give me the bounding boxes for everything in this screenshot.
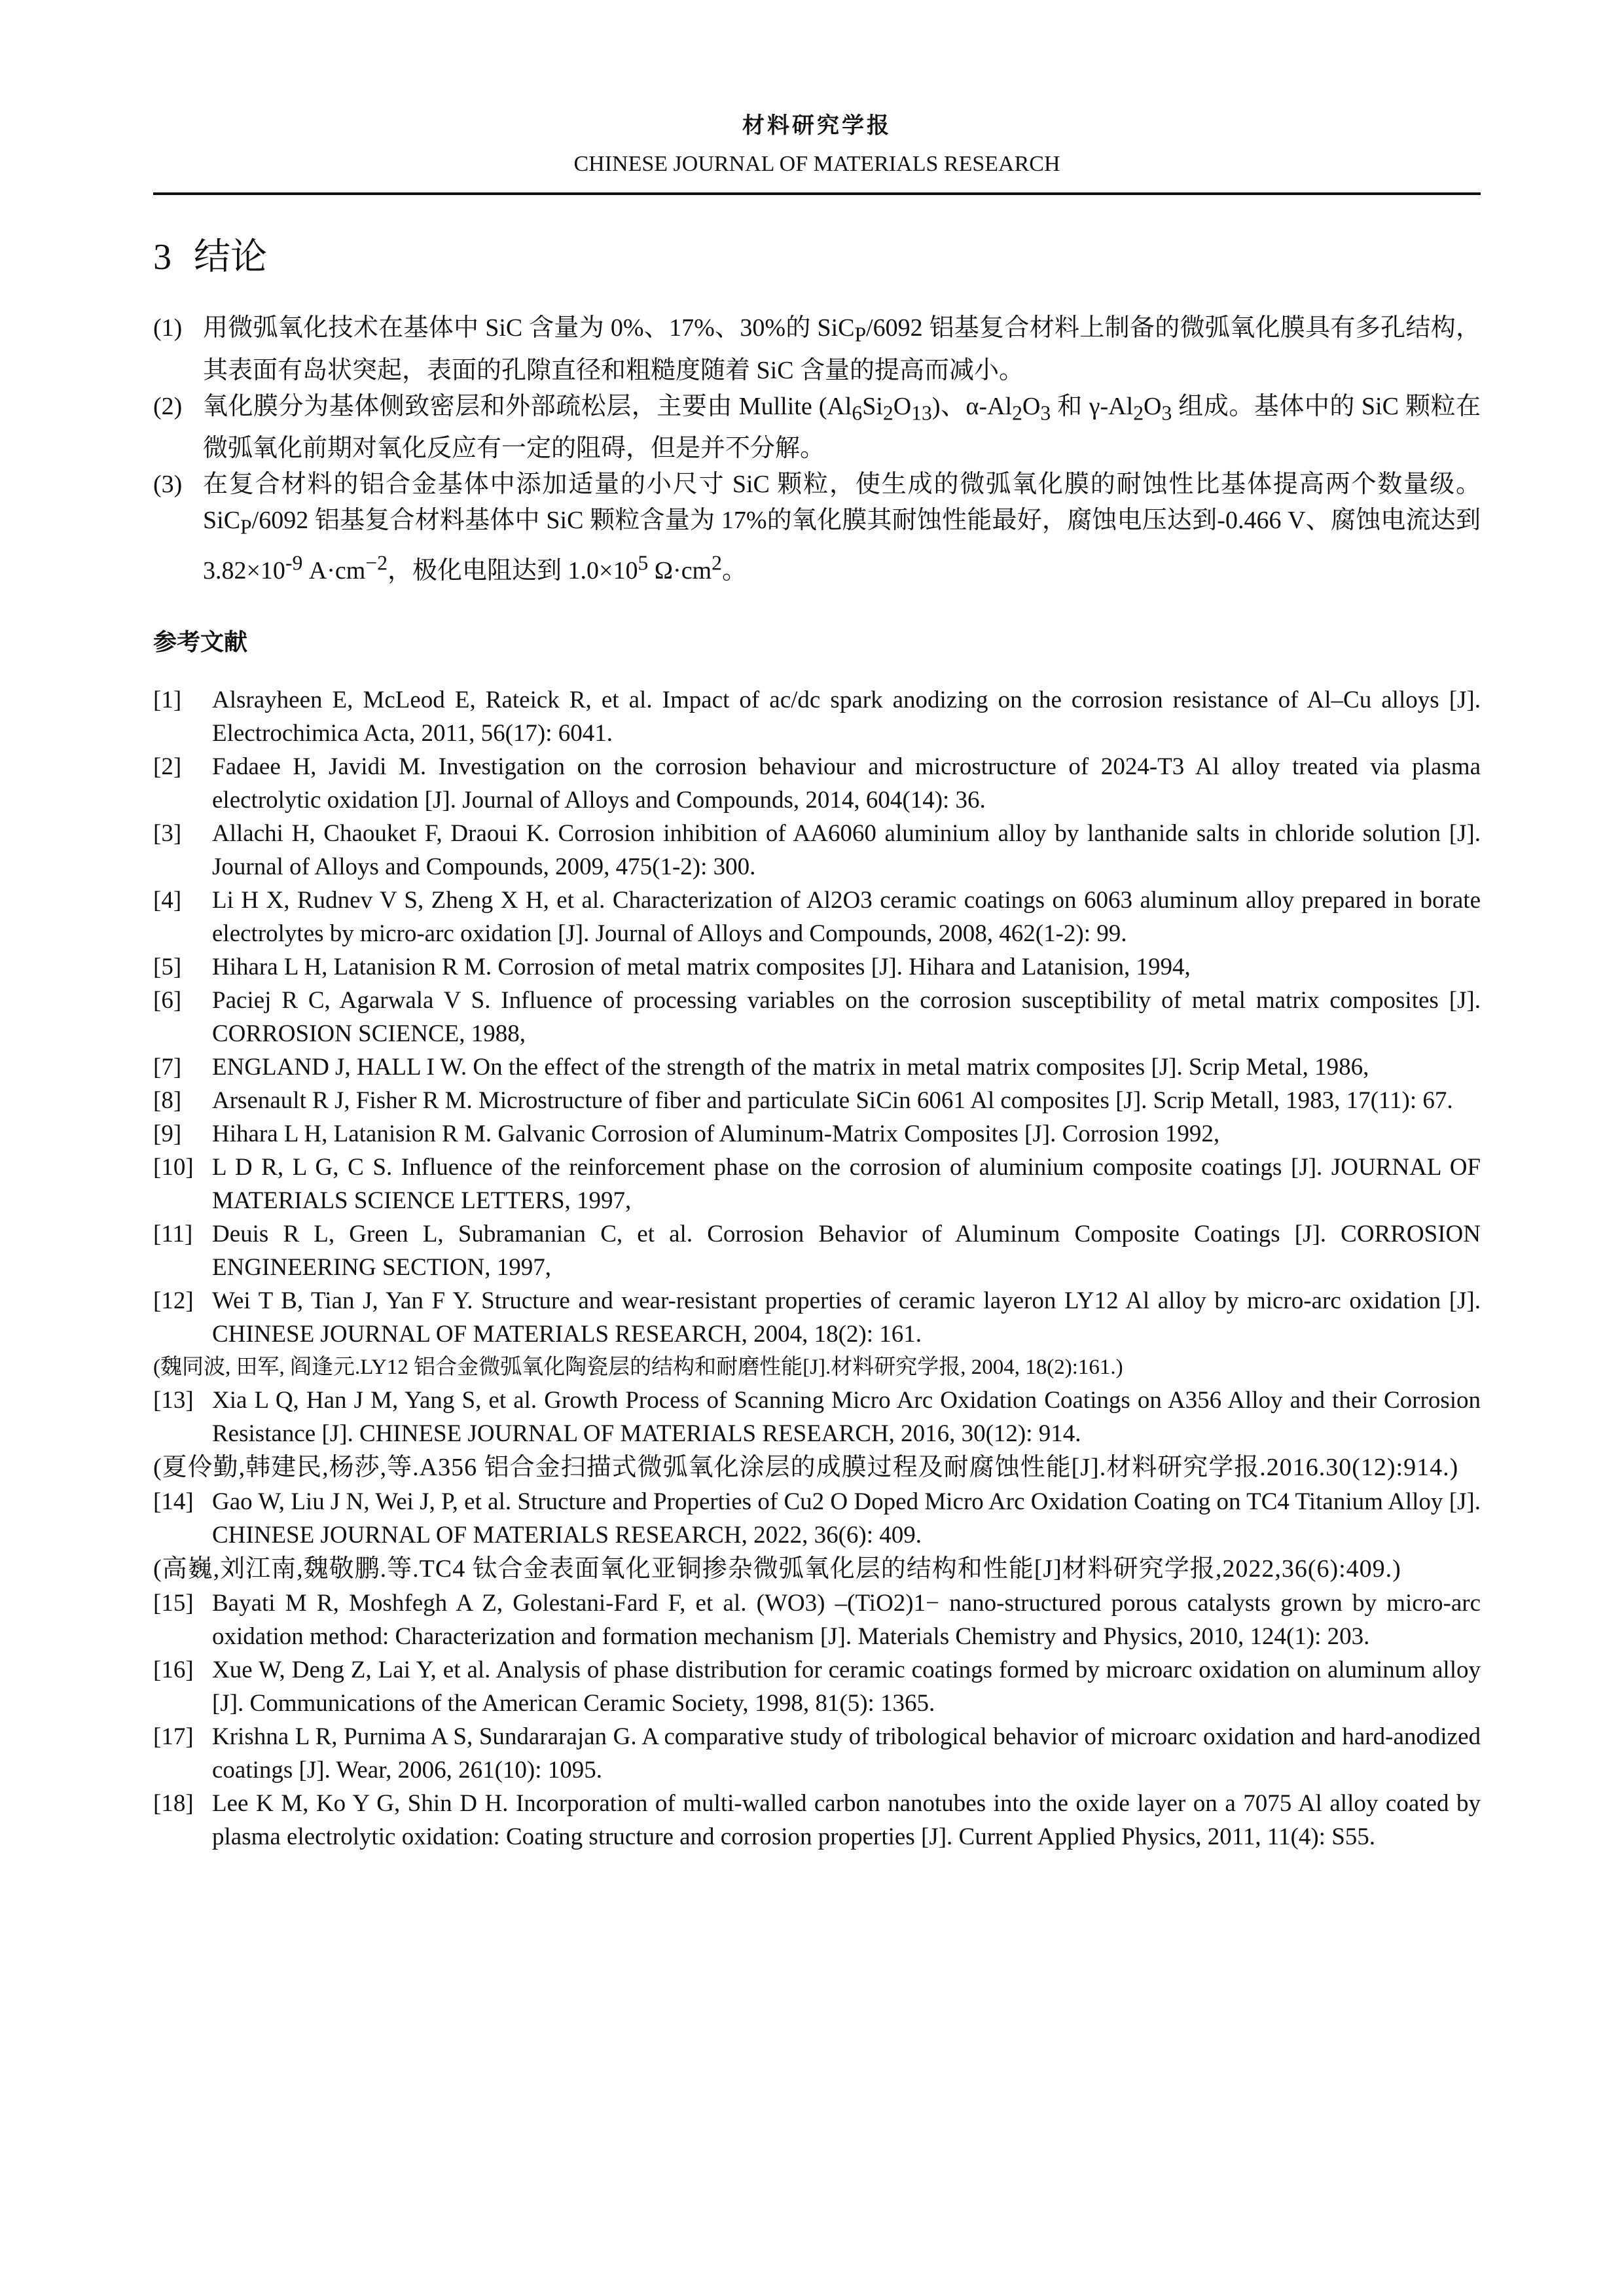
header-rule [153, 192, 1481, 195]
section-heading [153, 234, 1481, 280]
conclusion-text: 在复合材料的铝合金基体中添加适量的小尺寸 SiC 颗粒，使生成的微弧氧化膜的耐蚀性比基体提高两个数量级。SiC$_P$/6092 铝基复合材料基体中 SiC 颗粒含量为 17%的氧化膜其耐蚀性能最好，腐蚀电压达到-0.466 V、腐蚀电流达到 $3.82\times 10^{-9}$ $A\cdot cm^{-2}$，极化电阻达到 $1.0\times 10^5$ $\Omega\cdot cm^2$。 [203, 471, 1481, 585]
reference-number: [11] [153, 1221, 193, 1248]
conclusion-item [153, 310, 1481, 389]
reference-item [153, 1117, 1481, 1151]
conclusion-text: 用微弧氧化技术在基体中 SiC 含量为 0%、17%、30%的 SiC$_P$/6092 铝基复合材料上制备的微弧氧化膜具有多孔结构，其表面有岛状突起，表面的孔隙直径和粗糙度随着 SiC 含量的提高而减小。 [203, 314, 1481, 384]
reference-number: [2] [153, 753, 182, 781]
conclusion-item [153, 467, 1481, 589]
reference-text: Krishna L R, Purnima A S, Sundararajan G. A comparative study of tribological behavior of microarc oxidation and hard-anodized coatings [J]. Wear, 2006, 261(10): 1095. [212, 1723, 1481, 1784]
reference-number: [4] [153, 887, 182, 914]
reference-item [153, 1284, 1481, 1351]
reference-text: Alsrayheen E, McLeod E, Rateick R, et al. Impact of ac/dc spark anodizing on the corrosion resistance of Al–Cu alloys [J]. Electrochimica Acta, 2011, 56(17): 6041. [212, 687, 1481, 747]
reference-chinese-translation: (夏伶勤,韩建民,杨莎,等.A356 铝合金扫描式微弧氧化涂层的成膜过程及耐腐蚀性能[J].材料研究学报.2016.30(12):914.) [153, 1454, 1459, 1482]
reference-number: [9] [153, 1121, 182, 1148]
reference-number: [3] [153, 820, 182, 848]
reference-item [153, 984, 1481, 1050]
reference-number: [6] [153, 987, 182, 1014]
reference-text: Lee K M, Ko Y G, Shin D H. Incorporation of multi-walled carbon nanotubes into the oxide layer on a 7075 Al alloy coated by plasma electrolytic oxidation: Coating structure and corrosion properties [J]. Current Applied Physics, 2011, 11(4): S55. [212, 1790, 1481, 1851]
reference-number: [15] [153, 1590, 194, 1617]
reference-item [153, 1050, 1481, 1084]
reference-chinese-translation: (魏同波, 田军, 阎逢元.LY12 铝合金微弧氧化陶瓷层的结构和耐磨性能[J].材料研究学报, 2004, 18(2):161.) [153, 1355, 1123, 1380]
reference-item [153, 950, 1481, 984]
reference-number: [8] [153, 1087, 182, 1115]
reference-text: Paciej R C, Agarwala V S. Influence of processing variables on the corrosion susceptibility of metal matrix composites [J]. CORROSION SCIENCE, 1988, [212, 987, 1481, 1048]
reference-text: Xue W, Deng Z, Lai Y, et al. Analysis of phase distribution for ceramic coatings formed by microarc oxidation on aluminum alloy [J]. Communications of the American Ceramic Society, 1998, 81(5): 1365. [212, 1657, 1481, 1717]
journal-title-en: CHINESE JOURNAL OF MATERIALS RESEARCH [573, 152, 1060, 176]
conclusion-label: (3) [153, 471, 183, 499]
reference-number: [5] [153, 954, 182, 981]
reference-item [153, 1384, 1481, 1450]
reference-text: Gao W, Liu J N, Wei J, P, et al. Structure and Properties of Cu2 O Doped Micro Arc Oxidation Coating on TC4 Titanium Alloy [J]. CHINESE JOURNAL OF MATERIALS RESEARCH, 2022, 36(6): 409. [212, 1488, 1481, 1549]
reference-text: Arsenault R J, Fisher R M. Microstructure of fiber and particulate SiCin 6061 Al composites [J]. Scrip Metall, 1983, 17(11): 67. [212, 1087, 1453, 1115]
conclusions-list [153, 310, 1481, 589]
conclusion-text: 氧化膜分为基体侧致密层和外部疏松层，主要由 Mullite $(Al_6Si_2O_{13})$、$\alpha-Al_2O_3$ 和 $\gamma-Al_2O_3$ 组成。基体中的 SiC 颗粒在微弧氧化前期对氧化反应有一定的阻碍，但是并不分解。 [203, 392, 1481, 463]
reference-item [153, 1485, 1481, 1552]
reference-item [153, 683, 1481, 750]
references-heading: 参考文献 [153, 629, 248, 656]
journal-title-cn: 材料研究学报 [742, 113, 892, 139]
reference-text: Fadaee H, Javidi M. Investigation on the corrosion behaviour and microstructure of 2024-T3 Al alloy treated via plasma electrolytic oxidation [J]. Journal of Alloys and Compounds, 2014, 604(14): 36. [212, 753, 1481, 814]
reference-item [153, 1653, 1481, 1720]
reference-text: Xia L Q, Han J M, Yang S, et al. Growth Process of Scanning Micro Arc Oxidation Coatings on A356 Alloy and their Corrosion Resistance [J]. CHINESE JOURNAL OF MATERIALS RESEARCH, 2016, 30(12): 914. [212, 1387, 1481, 1448]
reference-number: [7] [153, 1054, 182, 1081]
reference-number: [16] [153, 1657, 194, 1684]
section-number: 3 [153, 237, 171, 278]
conclusion-item [153, 389, 1481, 467]
reference-item [153, 1787, 1481, 1854]
reference-text: L D R, L G, C S. Influence of the reinforcement phase on the corrosion of aluminium composite coatings [J]. JOURNAL OF MATERIALS SCIENCE LETTERS, 1997, [212, 1154, 1481, 1215]
reference-text: Bayati M R, Moshfegh A Z, Golestani-Fard F, et al. (WO3) –(TiO2)1− nano-structured porous catalysts grown by micro-arc oxidation method: Characterization and formation mechanism [J]. Materials Chemistry and Physics, 2010, 124(1): 203. [212, 1590, 1481, 1651]
reference-item [153, 1587, 1481, 1653]
reference-chinese-translation: (高巍,刘江南,魏敬鹏.等.TC4 钛合金表面氧化亚铜掺杂微弧氧化层的结构和性能[J]材料研究学报,2022,36(6):409.) [153, 1555, 1401, 1583]
section-title: 结论 [194, 236, 267, 278]
reference-item [153, 1217, 1481, 1284]
reference-number: [18] [153, 1790, 194, 1818]
reference-item [153, 817, 1481, 884]
conclusion-label: (1) [153, 314, 183, 342]
reference-item [153, 1084, 1481, 1117]
reference-text: Li H X, Rudnev V S, Zheng X H, et al. Characterization of Al2O3 ceramic coatings on 6063 aluminum alloy prepared in borate electrolytes by micro-arc oxidation [J]. Journal of Alloys and Compounds, 2008, 462(1-2): 99. [212, 887, 1481, 948]
reference-item [153, 1720, 1481, 1787]
reference-number: [17] [153, 1723, 194, 1751]
reference-text: Hihara L H, Latanision R M. Galvanic Corrosion of Aluminum-Matrix Composites [J]. Corrosion 1992, [212, 1121, 1220, 1148]
reference-text: Hihara L H, Latanision R M. Corrosion of metal matrix composites [J]. Hihara and Latanision, 1994, [212, 954, 1191, 981]
reference-item [153, 750, 1481, 817]
conclusion-label: (2) [153, 392, 183, 420]
paper-page [153, 111, 1481, 1854]
reference-number: [1] [153, 687, 182, 714]
reference-item [153, 884, 1481, 950]
reference-text: ENGLAND J, HALL I W. On the effect of the strength of the matrix in metal matrix composites [J]. Scrip Metal, 1986, [212, 1054, 1369, 1081]
reference-number: [10] [153, 1154, 194, 1181]
reference-number: [13] [153, 1387, 194, 1414]
reference-text: Deuis R L, Green L, Subramanian C, et al. Corrosion Behavior of Aluminum Composite Coatings [J]. CORROSION ENGINEERING SECTION, 1997, [212, 1221, 1481, 1282]
reference-text: Wei T B, Tian J, Yan F Y. Structure and wear-resistant properties of ceramic layeron LY12 Al alloy by micro-arc oxidation [J]. CHINESE JOURNAL OF MATERIALS RESEARCH, 2004, 18(2): 161. [212, 1287, 1481, 1348]
reference-number: [14] [153, 1488, 194, 1516]
reference-number: [12] [153, 1287, 194, 1315]
reference-item [153, 1151, 1481, 1217]
references-list [153, 683, 1481, 1854]
reference-text: Allachi H, Chaouket F, Draoui K. Corrosion inhibition of AA6060 aluminium alloy by lanthanide salts in chloride solution [J]. Journal of Alloys and Compounds, 2009, 475(1-2): 300. [212, 820, 1481, 881]
